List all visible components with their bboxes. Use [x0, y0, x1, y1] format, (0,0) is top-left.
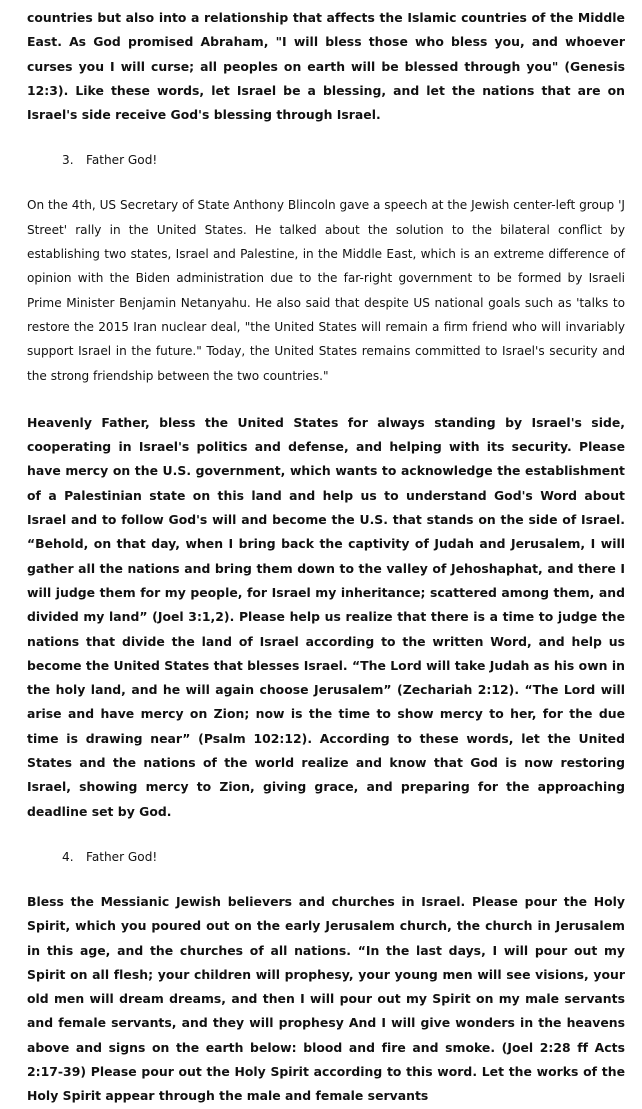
list-item-4	[27, 845, 625, 869]
paragraph-prayer-united-states: Heavenly Father, bless the United States for always standing by Israel's side, cooperating in Israel's politics and defense, and helping with its security. Please have mercy on the U.S. government, which wants to acknowledge the establishment of a Palestinian state on this land and help us to understand God's Word about Israel and to follow God's will and become the U.S. that stands on the side of Israel. “Behold, on that day, when I bring back the captivity of Judah and Jerusalem, I will gather all the nations and bring them down to the valley of Jehoshaphat, and there I will judge them for my people, for Israel my inheritance; scattered among them, and divided my land” (Joel 3:1,2). Please help us realize that there is a time to judge the nations that divide the land of Israel according to the written Word, and help us become the United States that blesses Israel. “The Lord will take Judah as his own in the holy land, and he will again choose Jerusalem” (Zechariah 2:12). “The Lord will arise and have mercy on Zion; now is the time to show mercy to her, for the due time is drawing near” (Psalm 102:12). According to these words, let the United States and the nations of the world realize and know that God is now restoring Israel, showing mercy to Zion, giving grace, and preparing for the approaching deadline set by God.	[27, 414, 625, 819]
paragraph-genesis-blessing: countries but also into a relationship that affects the Islamic countries of the Middle East. As God promised Abraham, "I will bless those who bless you, and whoever curses you I will curse; all peoples on earth will be blessed through you" (Genesis 12:3). Like these words, let Israel be a blessing, and let the nations that are on Israel's side receive God's blessing through Israel.	[27, 10, 625, 123]
list-item-4-label: Father God!	[86, 849, 158, 864]
paragraph-blinken-speech: On the 4th, US Secretary of State Anthony Blincoln gave a speech at the Jewish center-left group 'J Street' rally in the United States. He talked about the solution to the bilateral conflict by establishing two states, Israel and Palestine, in the Middle East, which is an extreme difference of opinion with the Biden administration due to the far-right government to be formed by Israeli Prime Minister Benjamin Netanyahu. He also said that despite US national goals such as 'talks to restore the 2015 Iran nuclear deal, "the United States will remain a firm friend who will invariably support Israel in the future." Today, the United States remains committed to Israel's security and the strong friendship between the two countries."	[27, 198, 625, 383]
list-item-3-number: 3.	[62, 153, 74, 168]
paragraph-prayer-messianic-believers: Bless the Messianic Jewish believers and churches in Israel. Please pour the Holy Spirit, which you poured out on the early Jerusalem church, the church in Jerusalem in this age, and the churches of all nations. “In the last days, I will pour out my Spirit on all flesh; your children will prophesy, your young men will see visions, your old men will dream dreams, and then I will pour out my Spirit on my male servants and female servants, and they will prophesy And I will give wonders in the heavens above and signs on the earth below: blood and fire and smoke. (Joel 2:28 ff Acts 2:17-39) Please pour out the Holy Spirit according to this word. Let the works of the Holy Spirit appear through the male and female servants	[27, 893, 625, 1104]
list-item-3	[27, 148, 625, 172]
list-item-3-label: Father God!	[86, 153, 158, 168]
list-item-4-number: 4.	[62, 849, 74, 864]
document-page	[27, 6, 625, 1109]
